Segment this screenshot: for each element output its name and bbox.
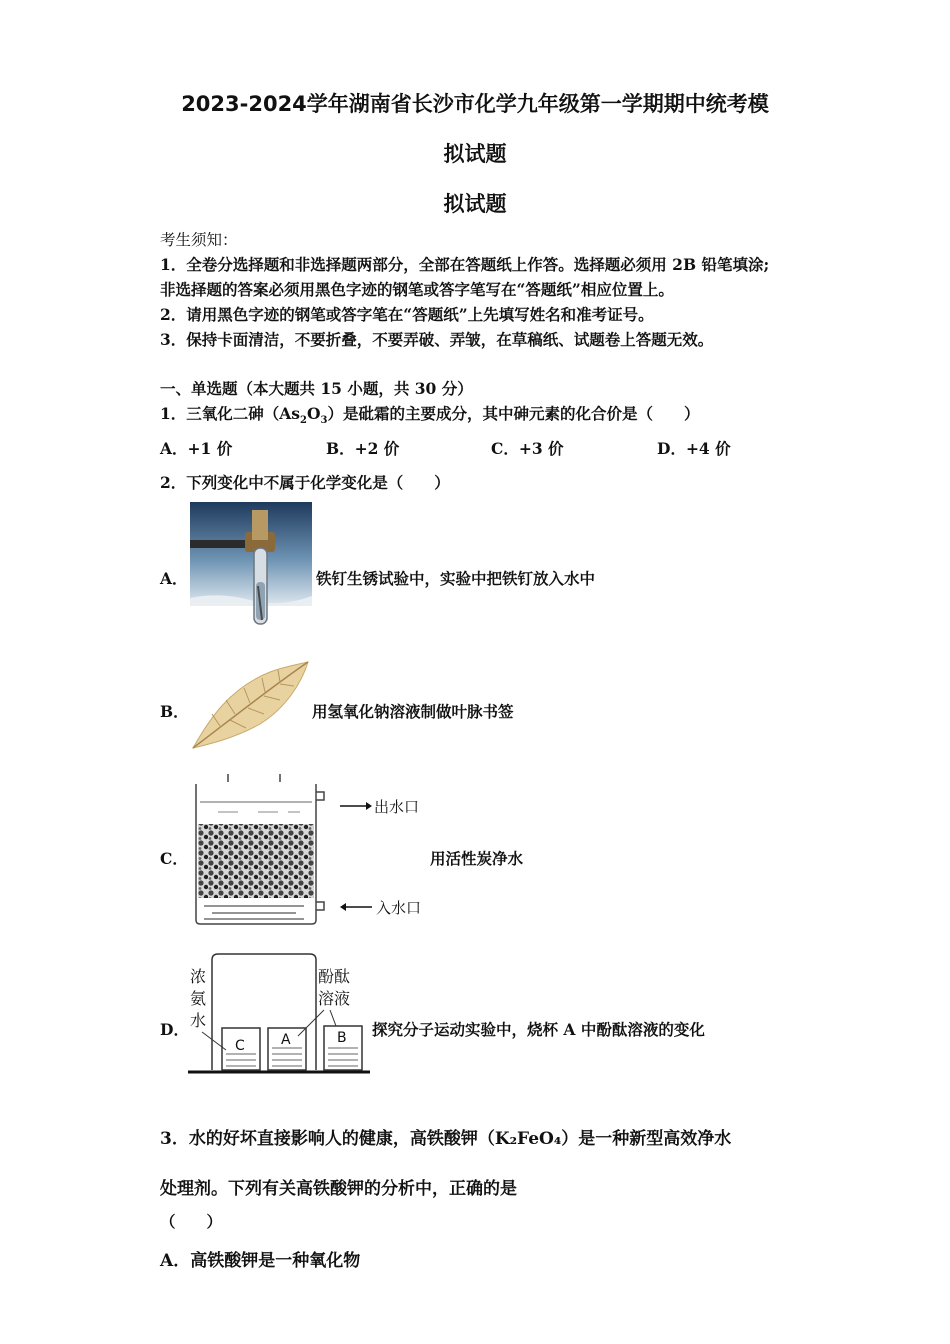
q1-option-a: A．+1 价 <box>160 439 233 458</box>
q2-option-b-label: B． <box>160 702 189 721</box>
q1-oxygen: O <box>307 404 321 423</box>
section-heading: 一、单选题（本大题共 15 小题，共 30 分） <box>160 379 473 398</box>
notice-item-1a: 1．全卷分选择题和非选择题两部分，全部在答题纸上作答。选择题必须用 2B 铅笔填涂; <box>160 255 770 274</box>
exam-title-line1: 2023-2024学年湖南省长沙市化学九年级第一学期期中统考模 <box>181 92 769 116</box>
question-3-line1: 3．水的好坏直接影响人的健康，高铁酸钾（K₂FeO₄）是一种新型高效净水 <box>160 1129 732 1149</box>
phenolphthalein-label-2: 溶液 <box>318 989 351 1008</box>
carbon-filter-diagram <box>188 770 438 930</box>
q1-stem-end: ）是砒霜的主要成分，其中砷元素的化合价是（ ） <box>327 404 700 423</box>
q2-option-b-text: 用氢氧化钠溶液制做叶脉书签 <box>312 702 514 721</box>
q1-option-c: C．+3 价 <box>491 439 564 458</box>
q1-option-b: B．+2 价 <box>326 439 400 458</box>
q1-option-d: D．+4 价 <box>657 439 731 458</box>
question-2-stem: 2．下列变化中不属于化学变化是（ ） <box>160 473 450 492</box>
notice-item-1b: 非选择题的答案必须用黑色字迹的钢笔或答字笔写在“答题纸”相应位置上。 <box>160 280 674 299</box>
test-tube-photo <box>190 502 314 626</box>
notice-item-3: 3．保持卡面清洁，不要折叠，不要弄破、弄皱，在草稿纸、试题卷上答题无效。 <box>160 330 714 349</box>
question-3-line2: 处理剂。下列有关高铁酸钾的分析中，正确的是 <box>160 1179 517 1199</box>
ammonia-char-3: 水 <box>190 1011 207 1030</box>
q1-subscript-2: 2 <box>300 415 308 427</box>
inlet-label: 入水口 <box>376 899 422 917</box>
q2-option-c-text: 用活性炭净水 <box>430 849 524 868</box>
q1-stem-start: 1．三氧化二砷（As <box>160 404 301 423</box>
q3-option-a: A．高铁酸钾是一种氧化物 <box>160 1251 361 1271</box>
leaf-vein-image <box>190 658 310 750</box>
ammonia-char-1: 浓 <box>190 967 207 986</box>
q2-option-d-label: D． <box>160 1020 189 1039</box>
q2-option-a-text: 铁钉生锈试验中，实验中把铁钉放入水中 <box>316 569 596 588</box>
molecular-motion-diagram <box>186 950 372 1078</box>
beaker-a-label: A <box>281 1032 291 1048</box>
q2-option-d-text: 探究分子运动实验中，烧杯 A 中酚酞溶液的变化 <box>372 1020 705 1039</box>
question-1-stem <box>160 402 700 426</box>
q2-option-a-label: A． <box>160 569 188 588</box>
exam-title-line3: 拟试题 <box>443 192 507 216</box>
beaker-c-label: C <box>235 1038 245 1054</box>
outlet-label: 出水口 <box>374 798 420 816</box>
notice-heading: 考生须知： <box>160 231 238 249</box>
beaker-b-label: B <box>337 1030 347 1046</box>
exam-title-line2: 拟试题 <box>443 142 507 166</box>
q1-subscript-3: 3 <box>320 415 328 427</box>
ammonia-char-2: 氨 <box>190 989 207 1008</box>
notice-item-2: 2．请用黑色字迹的钢笔或答字笔在“答题纸”上先填写姓名和准考证号。 <box>160 305 654 324</box>
q2-option-c-label: C． <box>160 849 188 868</box>
phenolphthalein-label-1: 酚酞 <box>318 967 351 986</box>
question-3-line3: （ ） <box>160 1212 223 1231</box>
